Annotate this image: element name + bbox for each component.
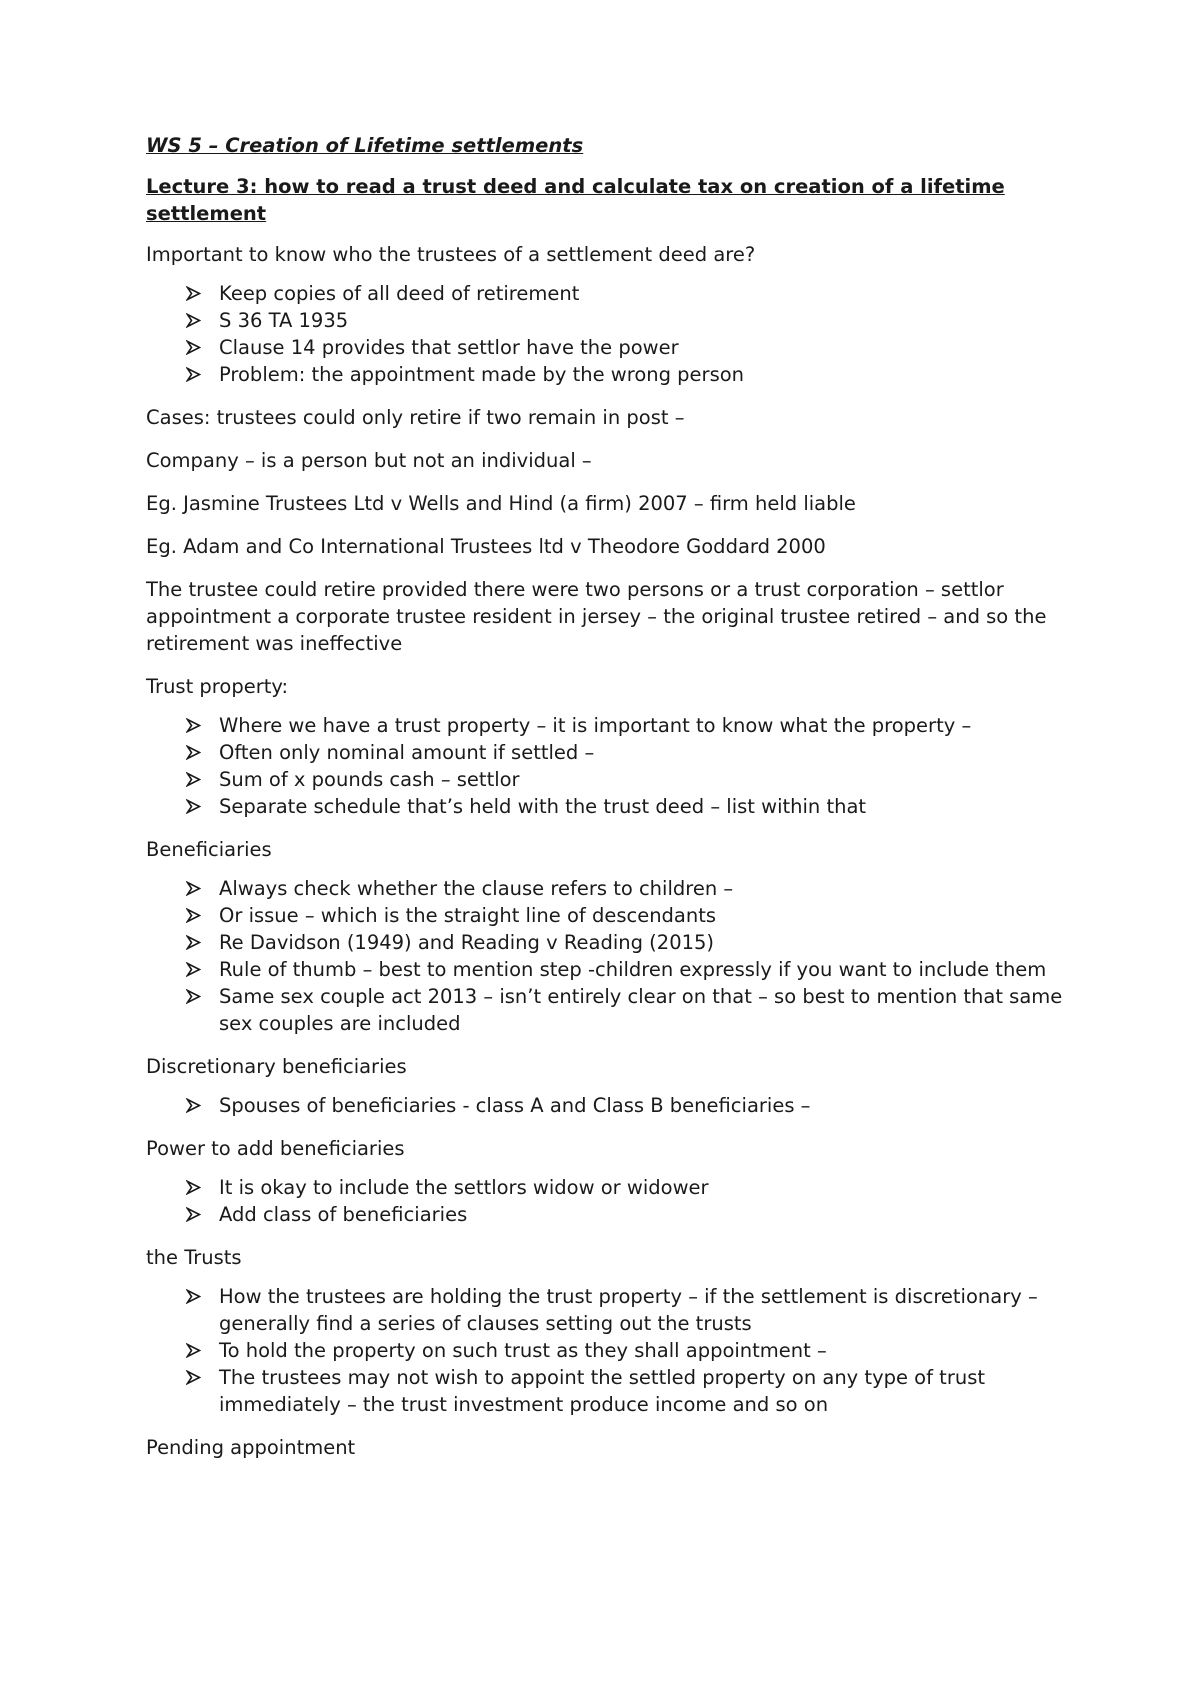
power-heading: Power to add beneficiaries [146, 1137, 405, 1160]
arrowhead-bullet-icon [184, 334, 202, 361]
bullet-text: It is okay to include the settlors widow or widower [219, 1176, 709, 1199]
bullet-text: Add class of beneficiaries [219, 1203, 468, 1226]
bullet-item [146, 956, 1086, 983]
bullet-item [146, 793, 1086, 820]
arrowhead-bullet-icon [184, 712, 202, 739]
trustees-bullet-list [146, 280, 1086, 388]
arrowhead-bullet-icon [184, 956, 202, 983]
discretionary-heading: Discretionary beneficiaries [146, 1055, 407, 1078]
lecture-heading: Lecture 3: how to read a trust deed and calculate tax on creation of a lifetime settlement [146, 175, 1005, 225]
trust-property-bullet-list [146, 712, 1086, 820]
retirement-paragraph: The trustee could retire provided there were two persons or a trust corporation – settlor appointment a corporate trustee resident in jersey – the original trustee retired – and so the retirement was ineffective [146, 578, 1047, 655]
bullet-text: Separate schedule that’s held with the trust deed – list within that [219, 795, 867, 818]
bullet-item [146, 766, 1086, 793]
bullet-item [146, 307, 1086, 334]
arrowhead-bullet-icon [184, 739, 202, 766]
bullet-item [146, 1174, 1086, 1201]
bullet-text: S 36 TA 1935 [219, 309, 349, 332]
bullet-item [146, 334, 1086, 361]
bullet-text: Rule of thumb – best to mention step -children expressly if you want to include them [219, 958, 1047, 981]
bullet-item [146, 1283, 1086, 1337]
arrowhead-bullet-icon [184, 280, 202, 307]
bullet-text: Re Davidson (1949) and Reading v Reading (2015) [219, 931, 715, 954]
jasmine-case-paragraph: Eg. Jasmine Trustees Ltd v Wells and Hind (a firm) 2007 – firm held liable [146, 492, 856, 515]
bullet-text: Where we have a trust property – it is important to know what the property – [219, 714, 972, 737]
bullet-text: Spouses of beneficiaries - class A and Class B beneficiaries – [219, 1094, 811, 1117]
bullet-item [146, 875, 1086, 902]
company-paragraph: Company – is a person but not an individual – [146, 449, 592, 472]
arrowhead-bullet-icon [184, 902, 202, 929]
bullet-item [146, 280, 1086, 307]
arrowhead-bullet-icon [184, 361, 202, 388]
bullet-text: Always check whether the clause refers to children – [219, 877, 734, 900]
bullet-item [146, 902, 1086, 929]
bullet-text: Or issue – which is the straight line of descendants [219, 904, 717, 927]
bullet-text: Clause 14 provides that settlor have the power [219, 336, 679, 359]
bullet-text: Sum of x pounds cash – settlor [219, 768, 520, 791]
arrowhead-bullet-icon [184, 1283, 202, 1310]
arrowhead-bullet-icon [184, 766, 202, 793]
bullet-item [146, 983, 1086, 1037]
bullet-text: How the trustees are holding the trust property – if the settlement is discretionary – generally find a series of clauses setting out the trusts [219, 1285, 1038, 1335]
bullet-item [146, 1364, 1086, 1418]
bullet-item [146, 712, 1086, 739]
document-title: WS 5 – Creation of Lifetime settlements [146, 134, 584, 157]
beneficiaries-heading: Beneficiaries [146, 838, 272, 861]
bullet-item [146, 1092, 1086, 1119]
trust-property-heading: Trust property: [146, 675, 289, 698]
bullet-text: Same sex couple act 2013 – isn’t entirely clear on that – so best to mention that same sex couples are included [219, 985, 1063, 1035]
trusts-heading: the Trusts [146, 1246, 242, 1269]
bullet-text: The trustees may not wish to appoint the settled property on any type of trust immediately – the trust investment produce income and so on [219, 1366, 986, 1416]
bullet-item [146, 739, 1086, 766]
arrowhead-bullet-icon [184, 983, 202, 1010]
bullet-text: Keep copies of all deed of retirement [219, 282, 580, 305]
arrowhead-bullet-icon [184, 1364, 202, 1391]
bullet-item [146, 1337, 1086, 1364]
arrowhead-bullet-icon [184, 875, 202, 902]
bullet-text: To hold the property on such trust as they shall appointment – [219, 1339, 827, 1362]
discretionary-bullet-list [146, 1092, 1086, 1119]
arrowhead-bullet-icon [184, 1092, 202, 1119]
arrowhead-bullet-icon [184, 307, 202, 334]
cases-paragraph: Cases: trustees could only retire if two remain in post – [146, 406, 685, 429]
document-page [146, 132, 1086, 1477]
power-bullet-list [146, 1174, 1086, 1228]
intro-paragraph: Important to know who the trustees of a settlement deed are? [146, 243, 756, 266]
arrowhead-bullet-icon [184, 1337, 202, 1364]
adam-case-paragraph: Eg. Adam and Co International Trustees ltd v Theodore Goddard 2000 [146, 535, 826, 558]
pending-appointment-heading: Pending appointment [146, 1436, 356, 1459]
arrowhead-bullet-icon [184, 1201, 202, 1228]
bullet-item [146, 1201, 1086, 1228]
bullet-item [146, 929, 1086, 956]
bullet-text: Often only nominal amount if settled – [219, 741, 595, 764]
arrowhead-bullet-icon [184, 929, 202, 956]
arrowhead-bullet-icon [184, 1174, 202, 1201]
beneficiaries-bullet-list [146, 875, 1086, 1037]
bullet-item [146, 361, 1086, 388]
bullet-text: Problem: the appointment made by the wrong person [219, 363, 745, 386]
arrowhead-bullet-icon [184, 793, 202, 820]
trusts-bullet-list [146, 1283, 1086, 1418]
